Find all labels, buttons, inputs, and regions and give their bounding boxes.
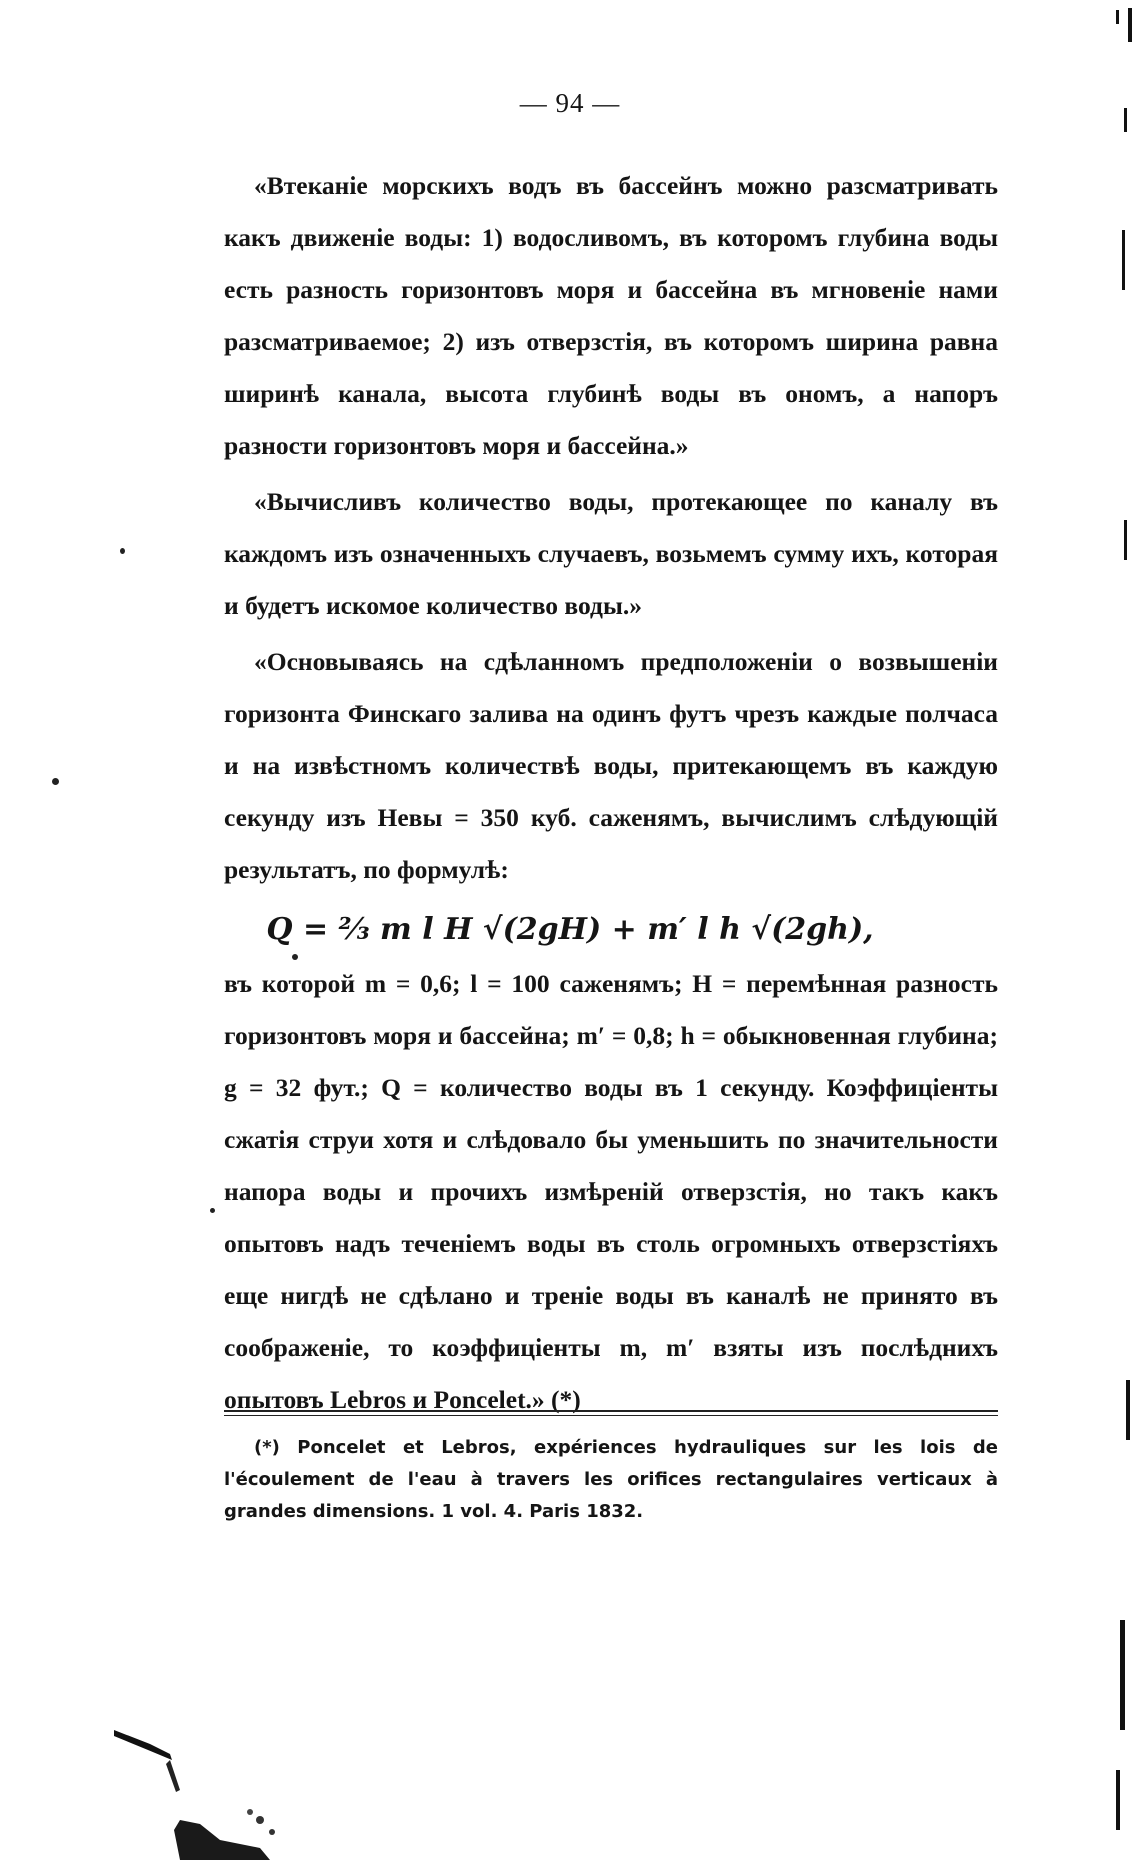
paragraph-text: «Вычисливъ количество воды, протекающее по каналу въ каждомъ изъ означенныхъ случаевъ, возьмемъ сумму ихъ, которая и будетъ искомое количество воды.»	[224, 487, 998, 620]
scan-mark	[1122, 230, 1125, 290]
discharge-formula: Q = ⅔ m l H √(2gH) + m′ l h √(2gh),	[266, 912, 874, 947]
scan-mark	[1128, 8, 1132, 42]
scan-speck	[292, 954, 298, 960]
scan-mark	[1124, 520, 1127, 560]
footnote-divider-thin	[224, 1415, 998, 1416]
paragraph-3	[224, 636, 998, 896]
scan-speck	[210, 1208, 215, 1213]
scan-mark	[1116, 10, 1119, 24]
scan-mark	[1116, 1770, 1120, 1830]
paragraph-2	[224, 476, 998, 632]
scan-mark	[1120, 1620, 1125, 1730]
scan-speck	[120, 548, 125, 554]
footnote: (*) Poncelet et Lebros, expériences hydrauliques sur les lois de l'écoulement de l'eau à travers les orifices rectangulaires verticaux à grandes dimensions. 1 vol. 4. Paris 1832.	[224, 1437, 998, 1522]
scan-mark	[1124, 108, 1127, 132]
page-number: — 94 —	[519, 88, 621, 118]
paragraph-1	[224, 160, 998, 472]
paragraph-text: «Втеканіе морскихъ водъ въ бассейнъ можно разсматривать какъ движеніе воды: 1) водосливомъ, въ которомъ глубина воды есть разность горизонтовъ моря и бассейна въ мгновеніе нами разсматриваемое; 2) изъ отверзстія, въ которомъ ширина равна ширинѣ канала, высота глубинѣ воды въ ономъ, а напоръ разности горизонтовъ моря и бассейна.»	[224, 171, 998, 460]
scan-stain	[110, 1720, 310, 1870]
paragraph-text: въ которой m = 0,6; l = 100 саженямъ; H = перемѣнная разность горизонтовъ моря и бассейна; m′ = 0,8; h = обыкновенная глубина; g = 32 фут.; Q = количество воды въ 1 секунду. Коэффиціенты сжатія струи хотя и слѣдовало бы уменьшить по значительности напора воды и прочихъ измѣреній отверзстія, но такъ какъ опытовъ надъ теченіемъ воды въ столь огромныхъ отверзстіяхъ еще нигдѣ не сдѣлано и треніе воды въ каналѣ не принято въ соображеніе, то коэффиціенты m, m′ взяты изъ послѣднихъ опытовъ Lebros и Poncelet.» (*)	[224, 969, 998, 1414]
scan-mark	[1126, 1380, 1130, 1440]
scan-speck	[52, 778, 59, 785]
paragraph-text: «Основываясь на сдѣланномъ предположеніи о возвышеніи горизонта Финскаго залива на одинъ футъ чрезъ каждые полчаса и на извѣстномъ количествѣ воды, притекающемъ въ каждую секунду изъ Невы = 350 куб. саженямъ, вычислимъ слѣдующій результатъ, по формулѣ:	[224, 647, 998, 884]
footnote-divider	[224, 1410, 998, 1412]
paragraph-4	[224, 958, 998, 1426]
